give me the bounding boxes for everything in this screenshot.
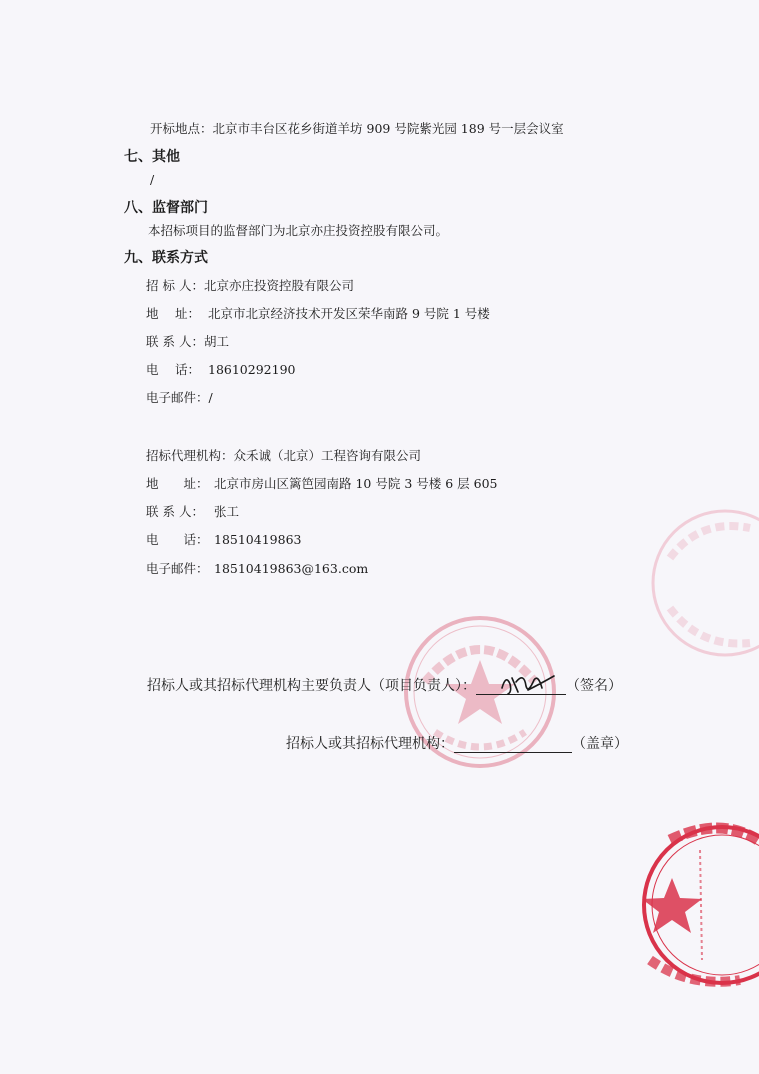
faint-seal-edge xyxy=(640,498,759,668)
tenderer-contact: 胡工 xyxy=(203,334,229,349)
responsible-label: 招标人或其招标代理机构主要负责人（项目负责人）： xyxy=(147,678,476,694)
agency-name-row xyxy=(146,448,421,464)
tenderer-contact-label: 联 系 人： xyxy=(146,334,204,349)
tenderer-phone-label: 电 话： xyxy=(146,362,200,377)
tenderer-name-row xyxy=(146,278,354,294)
opening-location-label: 开标地点： xyxy=(150,121,213,136)
tenderer-email-row xyxy=(146,390,213,406)
agency-name-label: 招标代理机构： xyxy=(146,448,234,463)
organization-seal-row xyxy=(286,733,628,753)
opening-location-value: 北京市丰台区花乡街道羊坊 909 号院紫光园 189 号一层会议室 xyxy=(212,121,564,136)
agency-phone-row xyxy=(146,532,301,548)
section-heading-contact: 九、联系方式 xyxy=(124,250,208,266)
seal-suffix: （盖章） xyxy=(572,736,628,752)
responsible-signature-row xyxy=(147,675,622,695)
tenderer-email: / xyxy=(208,390,213,405)
organization-label: 招标人或其招标代理机构： xyxy=(286,736,454,752)
opening-location xyxy=(150,121,564,137)
section-supervision-content: 本招标项目的监督部门为北京亦庄投资控股有限公司。 xyxy=(148,223,449,238)
agency-email-row xyxy=(146,561,368,577)
tenderer-name-label: 招 标 人： xyxy=(146,278,204,293)
tenderer-address-row xyxy=(146,306,490,322)
tenderer-address: 北京市北京经济技术开发区荣华南路 9 号院 1 号楼 xyxy=(208,306,490,321)
agency-phone: 18510419863 xyxy=(214,532,302,547)
sign-suffix: （签名） xyxy=(566,678,622,694)
agency-contact-label: 联 系 人： xyxy=(146,504,204,519)
agency-contact: 张工 xyxy=(214,504,240,519)
agency-email-label: 电子邮件： xyxy=(146,561,209,576)
section-heading-supervision: 八、监督部门 xyxy=(124,200,208,216)
tenderer-phone-row xyxy=(146,362,295,378)
section-heading-other: 七、其他 xyxy=(124,149,180,165)
agency-name: 众禾诚（北京）工程咨询有限公司 xyxy=(233,448,422,463)
agency-email: 18510419863@163.com xyxy=(214,561,369,576)
section-other-content: / xyxy=(150,172,155,187)
company-seal-right xyxy=(630,820,759,990)
agency-contact-row xyxy=(146,504,239,520)
agency-address: 北京市房山区篱笆园南路 10 号院 3 号楼 6 层 605 xyxy=(214,476,498,491)
tenderer-phone: 18610292190 xyxy=(208,362,296,377)
seal-line xyxy=(454,738,572,753)
handwritten-signature xyxy=(498,670,558,698)
tenderer-email-label: 电子邮件： xyxy=(146,390,209,405)
signature-line xyxy=(476,680,566,695)
tenderer-contact-row xyxy=(146,334,229,350)
tenderer-address-label: 地 址： xyxy=(146,306,200,321)
agency-address-row xyxy=(146,476,498,492)
tenderer-name: 北京亦庄投资控股有限公司 xyxy=(203,278,354,293)
agency-phone-label: 电 话： xyxy=(146,532,209,547)
agency-address-label: 地 址： xyxy=(146,476,209,491)
